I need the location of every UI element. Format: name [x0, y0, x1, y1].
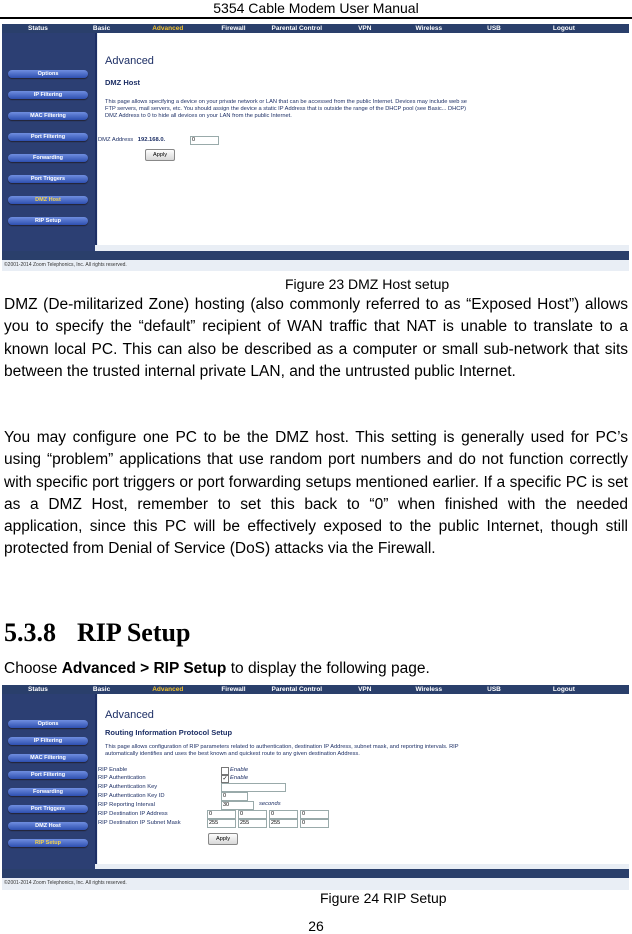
dest-ip-octet-4[interactable]: 0 — [300, 810, 329, 819]
copyright: ©2001-2014 Zoom Telephonics, Inc. All rights reserved. — [4, 880, 127, 886]
nav-usb[interactable]: USB — [487, 25, 501, 32]
content-divider — [95, 33, 97, 245]
dest-ip-octet-2[interactable]: 0 — [238, 810, 267, 819]
footer-bar — [2, 251, 629, 260]
menu-port-filtering[interactable]: Port Filtering — [8, 133, 88, 141]
field-label-rip-enable: RIP Enable — [98, 767, 128, 773]
menu-port-triggers[interactable]: Port Triggers — [8, 805, 88, 813]
paragraph-dmz-intro: DMZ (De-militarized Zone) hosting (also commonly referred to as “Exposed Host”) allows you to specify the “default” recipient of WAN traffic that NAT is unable to translate to a known local PC. This can also be described as a computer or small sub-network that sits between the trusted internal private LAN, and the untrusted public Internet. — [4, 296, 628, 380]
nav-advanced[interactable]: Advanced — [152, 25, 184, 32]
footer-bar — [2, 869, 629, 878]
rip-interval-unit: seconds — [259, 801, 281, 807]
dmz-address-input[interactable]: 0 — [190, 136, 219, 145]
rip-authentication-checkbox[interactable]: ✓ — [222, 776, 228, 782]
apply-button[interactable]: Apply — [145, 149, 175, 161]
dmz-address-label: DMZ Address 192.168.0. — [98, 137, 166, 143]
nav-parental-control[interactable]: Parental Control — [271, 686, 323, 693]
nav-vpn[interactable]: VPN — [358, 686, 372, 693]
left-menu — [2, 694, 95, 875]
menu-ip-filtering[interactable]: IP Filtering — [8, 91, 88, 99]
nav-usb[interactable]: USB — [487, 686, 501, 693]
section-title: RIP Setup — [77, 618, 191, 647]
nav-wireless[interactable]: Wireless — [415, 686, 443, 693]
menu-dmz-host[interactable]: DMZ Host — [8, 822, 88, 830]
description-line-3: DMZ Address to 0 to hide all devices on your LAN from the public Internet. — [105, 113, 292, 119]
apply-button[interactable]: Apply — [208, 833, 238, 845]
rip-auth-key-input[interactable] — [221, 783, 286, 792]
running-header: 5354 Cable Modem User Manual — [213, 0, 419, 16]
nav-logout[interactable]: Logout — [552, 25, 575, 32]
copyright: ©2001-2014 Zoom Telephonics, Inc. All rights reserved. — [4, 262, 127, 268]
description-line-2: automatically identifies and uses the best known and quickest route to any given destination Address. — [105, 751, 360, 757]
nav-logout[interactable]: Logout — [552, 686, 575, 693]
section-heading — [4, 618, 190, 648]
paragraph-dmz-usage: You may configure one PC to be the DMZ host. This setting is generally used for PC’s using “problem” applications that use random port numbers and do not function correctly with specific port triggers or port forwarding setups mentioned earlier. If a specific PC is set as a DMZ Host, remember to set this back to “0” when finished with the needed application, since this PC will be effectively exposed to the public Internet, though still protected from Denial of Service (DoS) attacks via the Firewall. — [4, 429, 628, 558]
dmz-address-prefix: 192.168.0. — [137, 137, 166, 143]
menu-forwarding[interactable]: Forwarding — [8, 788, 88, 796]
field-label-rip-auth-key: RIP Authentication Key — [98, 784, 158, 790]
rip-interval-input[interactable]: 30 — [221, 801, 254, 810]
menu-mac-filtering[interactable]: MAC Filtering — [8, 754, 88, 762]
header-rule — [0, 17, 632, 19]
menu-options[interactable]: Options — [8, 720, 88, 728]
page-number: 26 — [308, 918, 324, 934]
rip-enable-label: Enable — [230, 767, 249, 773]
mask-octet-2[interactable]: 255 — [238, 819, 267, 828]
rip-authentication-label: Enable — [230, 775, 249, 781]
nav-vpn[interactable]: VPN — [358, 25, 372, 32]
content-divider — [95, 694, 97, 864]
nav-status[interactable]: Status — [28, 25, 48, 32]
nav-firewall[interactable]: Firewall — [221, 686, 246, 693]
rip-auth-key-id-input[interactable]: 0 — [221, 792, 248, 801]
field-label-rip-subnet-mask: RIP Destination IP Subnet Mask — [98, 820, 181, 826]
page-subtitle: Routing Information Protocol Setup — [105, 728, 233, 737]
menu-rip-setup[interactable]: RIP Setup — [8, 839, 88, 847]
menu-port-triggers[interactable]: Port Triggers — [8, 175, 88, 183]
nav-status[interactable]: Status — [28, 686, 48, 693]
field-label-rip-auth-key-id: RIP Authentication Key ID — [98, 793, 165, 799]
field-label-rip-destination-ip: RIP Destination IP Address — [98, 811, 168, 817]
menu-ip-filtering[interactable]: IP Filtering — [8, 737, 88, 745]
dmz-host-screenshot — [2, 24, 629, 271]
content-area — [98, 33, 629, 245]
mask-octet-4[interactable]: 0 — [300, 819, 329, 828]
page-title: Advanced — [105, 55, 154, 67]
field-label-rip-reporting-interval: RIP Reporting Interval — [98, 802, 155, 808]
nav-parental-control[interactable]: Parental Control — [271, 25, 323, 32]
field-label-rip-authentication: RIP Authentication — [98, 775, 146, 781]
instruction: Choose Advanced > RIP Setup to display the following page. — [4, 660, 430, 677]
nav-basic[interactable]: Basic — [92, 25, 111, 32]
mask-octet-1[interactable]: 255 — [207, 819, 236, 828]
left-menu — [2, 33, 95, 258]
figure-24-caption: Figure 24 RIP Setup — [320, 890, 447, 906]
mask-octet-3[interactable]: 255 — [269, 819, 298, 828]
menu-port-filtering[interactable]: Port Filtering — [8, 771, 88, 779]
section-number: 5.3.8 — [4, 618, 56, 647]
content-area — [98, 694, 629, 864]
menu-rip-setup[interactable]: RIP Setup — [8, 217, 88, 225]
rip-enable-checkbox[interactable] — [221, 767, 229, 775]
description-line-1: This page allows configuration of RIP parameters related to authentication, destination IP Address, subnet mask, and reporting intervals. RIP — [105, 744, 459, 750]
menu-forwarding[interactable]: Forwarding — [8, 154, 88, 162]
dest-ip-octet-3[interactable]: 0 — [269, 810, 298, 819]
menu-options[interactable]: Options — [8, 70, 88, 78]
top-nav — [2, 685, 629, 694]
menu-path: Advanced > RIP Setup — [61, 660, 227, 677]
nav-basic[interactable]: Basic — [92, 686, 111, 693]
top-nav — [2, 24, 629, 33]
nav-firewall[interactable]: Firewall — [221, 25, 246, 32]
page-title: Advanced — [105, 709, 154, 721]
description-line-2: FTP servers, mail servers, etc. You should assign the device a static IP Address that is outside the range of the DHCP pool (see Basic... DHCP) — [105, 106, 467, 112]
menu-dmz-host[interactable]: DMZ Host — [8, 196, 88, 204]
figure-23-caption: Figure 23 DMZ Host setup — [285, 276, 450, 292]
nav-wireless[interactable]: Wireless — [415, 25, 443, 32]
menu-mac-filtering[interactable]: MAC Filtering — [8, 112, 88, 120]
description-line-1: This page allows specifying a device on your private network or LAN that can be accessed from the public Internet. Devices may include web se — [105, 99, 467, 105]
nav-advanced[interactable]: Advanced — [152, 686, 184, 693]
rip-setup-screenshot — [2, 685, 629, 890]
dest-ip-octet-1[interactable]: 0 — [207, 810, 236, 819]
page-subtitle: DMZ Host — [105, 78, 140, 87]
